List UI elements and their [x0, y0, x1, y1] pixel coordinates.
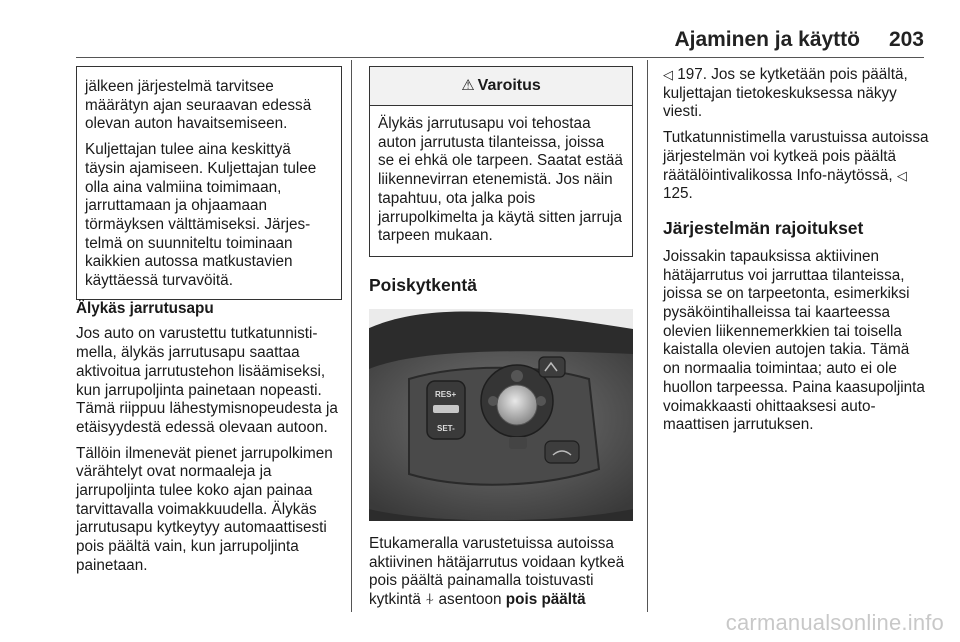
page-ref-arrow-icon: ◁: [663, 67, 673, 82]
caption-text: Etukameralla varustetuissa autoissa aktiivinen hätäjarrutus voidaan kytkeä pois päältä painamalla toistuvasti kytkintä: [369, 534, 625, 609]
caption-bold-text: pois päältä: [505, 591, 586, 609]
control-knob: [497, 385, 537, 425]
page-header: [0, 28, 960, 58]
rocker-indicator: [433, 405, 459, 413]
page-number: 203: [888, 28, 924, 51]
cruise-icon: [511, 370, 523, 382]
column-divider-2: [647, 60, 648, 612]
body-paragraph-3: [663, 66, 929, 122]
framed-note: [76, 66, 342, 300]
column-divider-1: [351, 60, 352, 612]
limiter-icon: [488, 396, 498, 406]
page-ref-text-2: 125.: [663, 185, 693, 203]
section-heading-deactivation: Poiskytkentä: [369, 274, 477, 295]
page-ref-text-1: 197. Jos se kytketään pois päältä, kuljettajan tietokeskuksessa näkyy viesti.: [663, 66, 908, 121]
section-heading-limitations: Järjestelmän rajoitukset: [663, 217, 864, 238]
warning-box: [369, 66, 633, 257]
column-2: [369, 66, 633, 610]
steering-wheel-illustration: [369, 309, 633, 521]
watermark: carmanualsonline.info: [725, 610, 944, 635]
caption-paragraph: [369, 535, 633, 610]
header-rule: [76, 57, 924, 58]
subheading-smart-brake-assist: Älykäs jarrutusapu: [76, 299, 214, 317]
collision-alert-button: [545, 441, 579, 463]
collision-alert-symbol-icon: ⍭: [425, 591, 435, 609]
warning-title-bar: [370, 67, 632, 106]
warning-title: Varoitus: [477, 77, 541, 94]
lane-assist-button: [539, 357, 565, 377]
column-3: [663, 66, 929, 442]
distance-icon: [536, 396, 546, 406]
warning-triangle-icon: ⚠: [461, 77, 475, 94]
caption-mid-text: asentoon: [438, 591, 502, 609]
column-1: [76, 66, 342, 583]
framed-paragraph-2: Kuljettajan tulee aina keskittyä täysin ajamiseen. Kuljettajan tulee olla aina valmiina toimimaan, jarruttamaan ja ohjaamaan törmäyksen välttämiseksi. Järjestelmä on suunniteltu toiminaan kaikkien autossa matkustavien käyttäessä turvavöitä.: [85, 141, 317, 290]
body-paragraph-4: [663, 129, 929, 204]
steering-wheel-svg: [369, 309, 633, 521]
body-paragraph-1: Jos auto on varustettu tutkatunnistimella, älykäs jarrutusapu saattaa aktivoitua jarrutustehon lisäämiseksi, kun jarrupoljinta painetaan nopeasti. Tämä riippuu lähestymisnopeudesta ja etäisyydestä edessä olevaan autoon.: [76, 325, 338, 436]
body-paragraph-2: Tällöin ilmenevät pienet jarrupolkimen värähtelyt ovat normaaleja ja jarrupoljinta tulee koko ajan painaa tarvittavalla voimakkuudella. Älykäs jarrutusapu kytkeytyy automaattisesti pois päältä vain, kun jarrupoljinta painetaan.: [76, 444, 333, 574]
warning-body: Älykäs jarrutusapu voi tehostaa auton jarrutusta tilanteissa, joissa se ei ehkä ole tarpeen. Saatat estää liikennevirran etenemistä. Jos näin tapahtuu, ota jalka pois jarrupolkimelta ja käytä sitten jarruja tarpeen mukaan.: [378, 115, 623, 245]
res-plus-label: RES+: [435, 389, 457, 399]
framed-paragraph-1: jälkeen järjestelmä tarvitsee määrätyn ajan seuraavan edessä olevan auton havaitsemiseen.: [85, 78, 312, 133]
radar-text: Tutkatunnistimella varustuissa autoissa järjestelmän voi kytkeä pois päältä räätälöintivalikossa Info-näytössä,: [663, 129, 929, 184]
body-paragraph-5: Joissakin tapauksissa aktiivinen hätäjarrutus voi jarruttaa tilanteissa, joissa se on tarpeetonta, esimerkiksi pysäköintihalleissa tai kaarteessa olevien liikennemerkkien tai toisella kaistalla olevien autojen takia. Tämä on normaalia toimintaa; auto ei ole huollon tarpeessa. Paina kaasupoljinta voimakkaasti ohittaaksesi automaattisen jarrutuksen.: [663, 247, 925, 434]
page-ref-arrow-icon-2: ◁: [896, 167, 907, 183]
down-arrow-button: [509, 437, 527, 449]
header-title: Ajaminen ja käyttö: [674, 28, 860, 51]
set-minus-label: SET-: [437, 423, 455, 433]
